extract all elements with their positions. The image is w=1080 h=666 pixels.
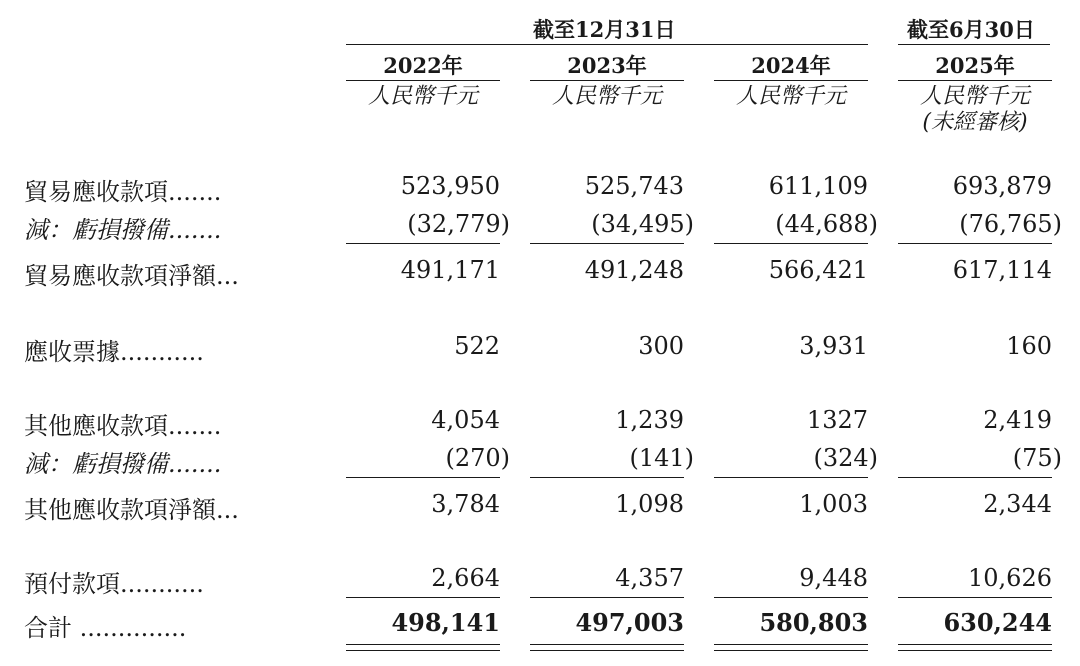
year-rule-2023 bbox=[530, 80, 684, 81]
total-double-rule bbox=[346, 650, 500, 651]
year-2022: 2022年 bbox=[383, 53, 463, 78]
row-label-trade-receivables: 貿易應收款項....... bbox=[24, 178, 222, 206]
cell: 4,357 bbox=[615, 564, 684, 592]
header-rule-dec bbox=[346, 44, 868, 45]
cell: 522 bbox=[454, 332, 500, 360]
cell: 525,743 bbox=[584, 172, 684, 200]
subtotal-rule bbox=[898, 477, 1052, 478]
cell: 566,421 bbox=[768, 256, 868, 284]
cell: 2,344 bbox=[983, 490, 1052, 518]
year-rule-2022 bbox=[346, 80, 500, 81]
total-double-rule bbox=[898, 650, 1052, 651]
cell-total: 497,003 bbox=[575, 608, 684, 637]
cell: 160 bbox=[1006, 332, 1052, 360]
cell: (76,765) bbox=[959, 210, 1062, 238]
row-label-net-other-receivables: 其他應收款項淨額... bbox=[24, 496, 239, 524]
row-label-other-receivables: 其他應收款項....... bbox=[24, 412, 222, 440]
subtotal-rule bbox=[346, 243, 500, 244]
total-top-rule bbox=[714, 597, 868, 598]
cell: 1327 bbox=[806, 406, 868, 434]
cell: 693,879 bbox=[952, 172, 1052, 200]
total-double-rule bbox=[714, 644, 868, 645]
subtotal-rule bbox=[714, 477, 868, 478]
total-double-rule bbox=[346, 644, 500, 645]
cell-total: 498,141 bbox=[391, 608, 500, 637]
unit-2023: 人民幣千元 bbox=[551, 84, 662, 109]
cell: 9,448 bbox=[799, 564, 868, 592]
cell: 491,248 bbox=[584, 256, 684, 284]
header-rule-jun bbox=[898, 44, 1050, 45]
cell: (324) bbox=[813, 444, 878, 472]
row-label-prepayments: 預付款項........... bbox=[24, 570, 204, 598]
year-rule-2025 bbox=[898, 80, 1052, 81]
total-double-rule bbox=[898, 644, 1052, 645]
cell: 523,950 bbox=[400, 172, 500, 200]
total-top-rule bbox=[346, 597, 500, 598]
cell: 2,419 bbox=[983, 406, 1052, 434]
cell: (270) bbox=[445, 444, 510, 472]
cell: 617,114 bbox=[952, 256, 1052, 284]
total-top-rule bbox=[898, 597, 1052, 598]
subtotal-rule bbox=[898, 243, 1052, 244]
total-double-rule bbox=[530, 644, 684, 645]
row-label-loss-allowance: 減：虧損撥備....... bbox=[24, 216, 222, 244]
row-label-total: 合計 .............. bbox=[24, 614, 187, 642]
unaudited-note: (未經審核) bbox=[922, 110, 1028, 135]
subtotal-rule bbox=[714, 243, 868, 244]
cell-total: 630,244 bbox=[943, 608, 1052, 637]
cell: 10,626 bbox=[968, 564, 1052, 592]
unit-2025: 人民幣千元 bbox=[919, 84, 1030, 109]
year-2024: 2024年 bbox=[751, 53, 831, 78]
cell: 1,003 bbox=[799, 490, 868, 518]
cell: 1,098 bbox=[615, 490, 684, 518]
cell: 3,931 bbox=[799, 332, 868, 360]
subtotal-rule bbox=[346, 477, 500, 478]
total-double-rule bbox=[530, 650, 684, 651]
total-double-rule bbox=[714, 650, 868, 651]
unit-2022: 人民幣千元 bbox=[367, 84, 478, 109]
row-label-bills-receivable: 應收票據........... bbox=[24, 338, 204, 366]
subtotal-rule bbox=[530, 477, 684, 478]
total-top-rule bbox=[530, 597, 684, 598]
period-header-dec: 截至12月31日 bbox=[533, 17, 676, 42]
cell: (32,779) bbox=[407, 210, 510, 238]
cell: 3,784 bbox=[431, 490, 500, 518]
cell: (75) bbox=[1012, 444, 1062, 472]
cell-total: 580,803 bbox=[759, 608, 868, 637]
cell: 300 bbox=[638, 332, 684, 360]
cell: (44,688) bbox=[775, 210, 878, 238]
subtotal-rule bbox=[530, 243, 684, 244]
year-2023: 2023年 bbox=[567, 53, 647, 78]
cell: (141) bbox=[629, 444, 694, 472]
period-header-jun: 截至6月30日 bbox=[907, 17, 1035, 42]
cell: 491,171 bbox=[400, 256, 500, 284]
unit-2024: 人民幣千元 bbox=[735, 84, 846, 109]
row-label-loss-allowance: 減：虧損撥備....... bbox=[24, 450, 222, 478]
cell: (34,495) bbox=[591, 210, 694, 238]
year-rule-2024 bbox=[714, 80, 868, 81]
year-2025: 2025年 bbox=[935, 53, 1015, 78]
cell: 4,054 bbox=[431, 406, 500, 434]
cell: 611,109 bbox=[768, 172, 868, 200]
cell: 1,239 bbox=[615, 406, 684, 434]
row-label-net-trade-receivables: 貿易應收款項淨額... bbox=[24, 262, 239, 290]
cell: 2,664 bbox=[431, 564, 500, 592]
